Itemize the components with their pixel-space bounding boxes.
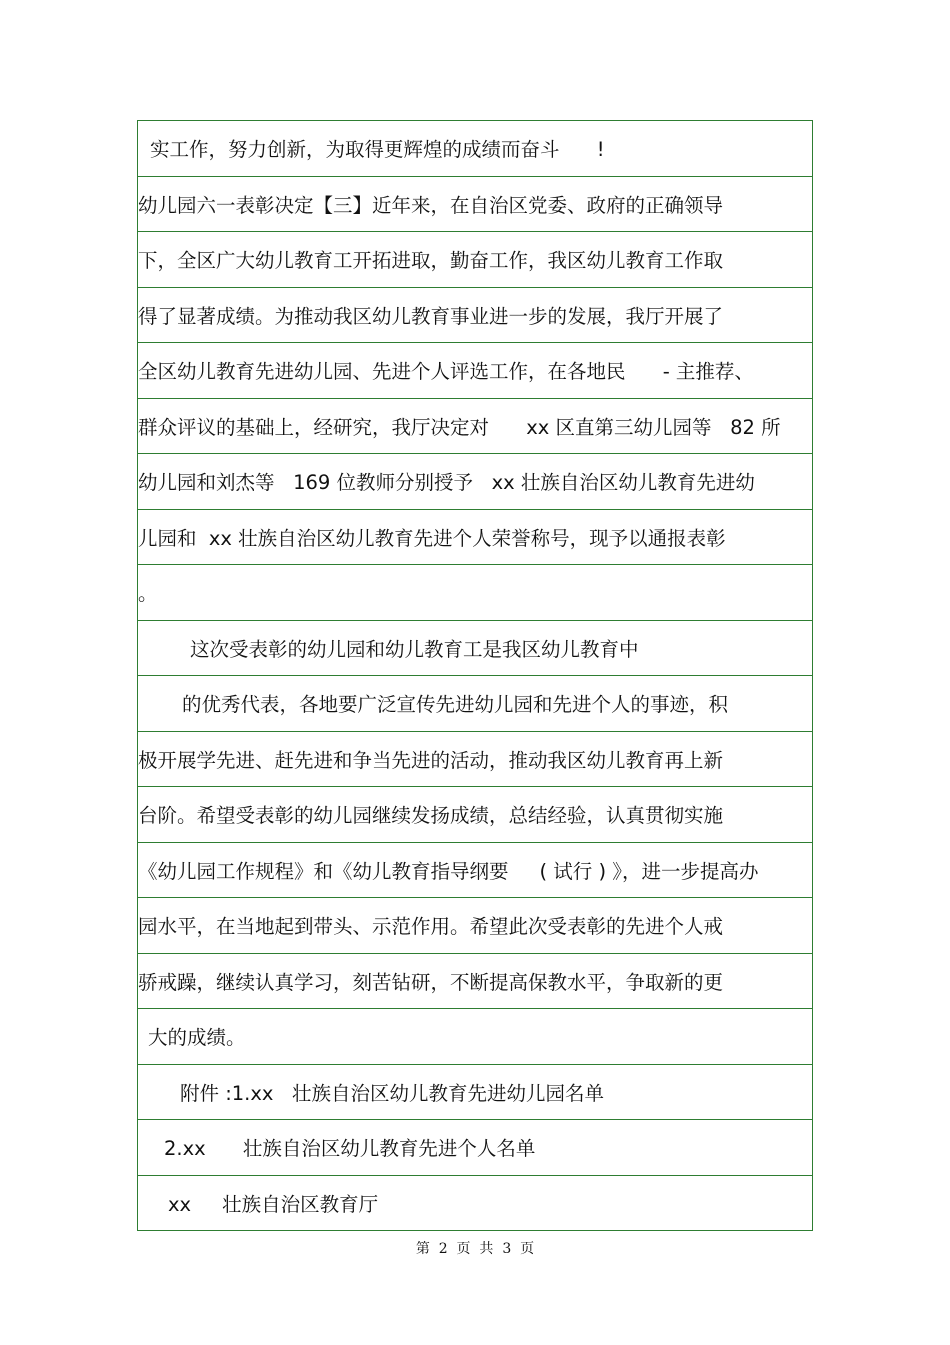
document-line: 台阶。希望受表彰的幼儿园继续发扬成绩，总结经验，认真贯彻实施 — [138, 787, 812, 843]
document-line: 儿园和 xx 壮族自治区幼儿教育先进个人荣誉称号，现予以通报表彰 — [138, 510, 812, 566]
document-line: 2.xx 壮族自治区幼儿教育先进个人名单 — [138, 1120, 812, 1176]
document-line: 《幼儿园工作规程》和《幼儿教育指导纲要 ( 试行 ) 》，进一步提高办 — [138, 843, 812, 899]
document-line: 这次受表彰的幼儿园和幼儿教育工是我区幼儿教育中 — [138, 621, 812, 677]
document-line: 下，全区广大幼儿教育工开拓进取，勤奋工作，我区幼儿教育工作取 — [138, 232, 812, 288]
document-line: 大的成绩。 — [138, 1009, 812, 1065]
document-line: 群众评议的基础上，经研究，我厅决定对 xx 区直第三幼儿园等 82 所 — [138, 399, 812, 455]
document-line: 实工作，努力创新，为取得更辉煌的成绩而奋斗 ! — [138, 121, 812, 177]
document-line: 幼儿园六一表彰决定【三】近年来，在自治区党委、政府的正确领导 — [138, 177, 812, 233]
document-line: 得了显著成绩。为推动我区幼儿教育事业进一步的发展，我厅开展了 — [138, 288, 812, 344]
document-line: 极开展学先进、赶先进和争当先进的活动，推动我区幼儿教育再上新 — [138, 732, 812, 788]
document-line: 。 — [138, 565, 812, 621]
document-line: 园水平，在当地起到带头、示范作用。希望此次受表彰的先进个人戒 — [138, 898, 812, 954]
document-line: 骄戒躁，继续认真学习，刻苦钻研，不断提高保教水平，争取新的更 — [138, 954, 812, 1010]
document-body-frame — [137, 120, 813, 1231]
page-number-footer: 第 2 页 共 3 页 — [415, 1241, 535, 1257]
document-line: 幼儿园和刘杰等 169 位教师分别授予 xx 壮族自治区幼儿教育先进幼 — [138, 454, 812, 510]
document-line: 的优秀代表，各地要广泛宣传先进幼儿园和先进个人的事迹，积 — [138, 676, 812, 732]
document-line: xx 壮族自治区教育厅 — [138, 1176, 812, 1232]
document-line: 附件 :1.xx 壮族自治区幼儿教育先进幼儿园名单 — [138, 1065, 812, 1121]
document-line: 全区幼儿教育先进幼儿园、先进个人评选工作，在各地民 - 主推荐、 — [138, 343, 812, 399]
